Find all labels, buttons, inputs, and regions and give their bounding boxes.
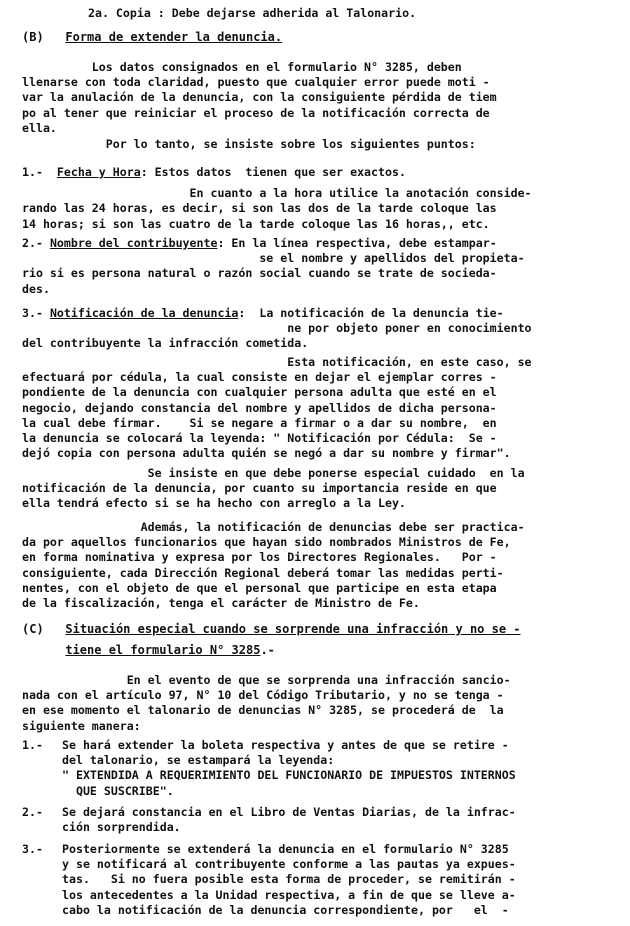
item-notificacion: 3.- Notificación de la denuncia: La notificación de la denuncia tie- ne por objeto poner en conocimiento del contribuyente la infracción cometida. <box>22 306 532 351</box>
item-number: 3.- <box>22 842 43 856</box>
item-number: 3.- <box>22 306 43 320</box>
item-number: 2.- <box>22 805 43 819</box>
points-intro: Por lo tanto, se insiste sobre los siguientes puntos: <box>22 137 476 151</box>
paragraph-cuidado: Se insiste en que debe ponerse especial cuidado en la notificación de la denuncia, por cuanto su importancia reside en que ella tendrá efecto si se ha hecho con arreglo a la Ley. <box>22 466 525 511</box>
section-b-label: (B) <box>22 30 44 44</box>
copy-note: 2a. Copia : Debe dejarse adherida al Talonario. <box>88 6 417 20</box>
item-number: 2.- <box>22 236 43 250</box>
section-b-heading <box>22 30 610 45</box>
item-number: 1.- <box>22 165 43 179</box>
paragraph-cedula: Esta notificación, en este caso, se efectuará por cédula, la cual consiste en dejar el ejemplar corres - pondiente de la denuncia con cualquier persona adulta que esté en el negocio, dejando constancia del nombre y apellidos de dicha persona- la cual debe firmar. Si se negare a firmar o a dar su nombre, en la denuncia se colocará la leyenda: " Notificación por Cédula: Se - dejó copia con persona adulta quién se negó a dar su nombre y firmar". <box>22 355 532 461</box>
item-fecha-hora: 1.- Fecha y Hora: Estos datos tienen que ser exactos. En cuanto a la hora utilice la anotación conside- rando las 24 horas, es decir, si son las dos de la tarde coloque las 14 horas; si son las cuatro de la tarde coloque las 16 horas,, etc. <box>22 165 532 231</box>
document-page: 2a. Copia : Debe dejarse adherida al Talonario. (B) Forma de extender la denuncia. Los datos consignados en el formulario N° 3285, deben llenarse con toda claridad, puesto que cualquier error puede moti - var la anulación de la denuncia, con la consiguiente pérdida de tiem po al tener que reiniciar el proceso de la notificación correcta de ella. Por lo tanto, se insiste sobre los siguientes puntos: 1.- Fecha y Hora: Estos datos tienen que ser exactos. En cuanto a la hora utilice la anotación conside- rando las 24 horas, es decir, si son las dos de la tarde coloque las 14 horas; si son las cuatro de la tarde coloque las 16 horas,, etc. 2.- Nombre del contribuyente: En la línea respectiva, debe estampar- se el nombre y apellidos del propieta- rio si es persona natural o razón social cuando se trate de socieda- des. 3.- Notificación de la denuncia: La notificación de la denuncia tie- ne por objeto poner en conocimiento del contribuyente la infracción cometida. Esta notificación, en este caso, se efectuará por cédula, la cual consiste en dejar el ejemplar corres - pondiente de la denuncia con cualquier persona adulta que esté en el negocio, dejando constancia del nombre y apellidos de dicha persona- la cual debe firmar. Si se negare a firmar o a dar su nombre, en la denuncia se colocará la leyenda: " Notificación por Cédula: Se - dejó copia con persona adulta quién se negó a dar su nombre y firmar". Se insiste en que debe ponerse especial cuidado en la notificación de la denuncia, por cuanto su importancia reside en que ella tendrá efecto si se ha hecho con arreglo a la Ley. Además, la notificación de denuncias debe ser practica- da por aquellos funcionarios que hayan sido nombrados Ministros de Fe, en forma nominativa y expresa por los Directores Regionales. Por - consiguiente, cada Dirección Regional deberá tomar las medidas perti- nentes, con el objeto de que el personal que participe en esta etapa de la fiscalización, tenga el carácter de Ministro de Fe. (C) Situación especial cuando se sorprende una infracción y no se - tiene el formulario N° 3285.- En el evento de que se sorprenda una infracción sancio- nada con el artículo 97, N° 10 del Código Tributario, y no se tenga - en ese momento el talonario de denuncias N° 3285, se procederá de la siguiente manera: 1.- Se hará extender la boleta respectiva y antes de que se retire - del talonario, se estampará la leyenda: " EXTENDIDA A REQUERIMIENTO DEL FUNCIONARIO DE IMPUESTOS INTERNOS QUE SUSCRIBE". 2.- Se dejará constancia en el Libro de Ventas Diarias, de la infrac- ción sorprendida. 3.- Posteriormente se extenderá la denuncia en el formulario N° 3285 y se notificará al contribuyente conforme a las pautas ya expues- tas. Si no fuera posible esta forma de proceder, se remitirán - los antecedentes a la Unidad respectiva, a fin de que se lleve a- cabo la notificación de la denuncia correspondiente, por el - <box>0 0 630 926</box>
item-number: 1.- <box>22 738 43 752</box>
item-title: Fecha y Hora <box>56 165 141 179</box>
section-c-label: (C) <box>22 622 44 636</box>
section-c-title-line2: tiene el formulario N° 3285 <box>65 643 261 658</box>
section-c-heading: (C) Situación especial cuando se sorprende una infracción y no se - tiene el formulario N° 3285.- <box>22 622 521 658</box>
item-title: Notificación de la denuncia <box>49 306 239 320</box>
section-c-intro: En el evento de que se sorprenda una infracción sancio- nada con el artículo 97, N° 10 del Código Tributario, y no se tenga - en ese momento el talonario de denuncias N° 3285, se procederá de la siguiente manera: <box>22 673 511 733</box>
item-nombre-contribuyente: 2.- Nombre del contribuyente: En la línea respectiva, debe estampar- se el nombre y apellidos del propieta- rio si es persona natural o razón social cuando se trate de socieda- des. <box>22 236 525 296</box>
section-c-title-line1: Situación especial cuando se sorprende una infracción y no se - <box>65 622 521 636</box>
section-b-intro: Los datos consignados en el formulario N° 3285, deben llenarse con toda claridad, puesto que cualquier error puede moti - var la anulación de la denuncia, con la consiguiente pérdida de tiem po al tener que reiniciar el proceso de la notificación correcta de ella. <box>22 60 497 135</box>
item-title: Nombre del contribuyente <box>49 236 218 250</box>
section-b-title: Forma de extender la denuncia. <box>65 30 283 44</box>
paragraph-ministros: Además, la notificación de denuncias debe ser practica- da por aquellos funcionarios que hayan sido nombrados Ministros de Fe, en forma nominativa y expresa por los Directores Regionales. Por - consiguiente, cada Dirección Regional deberá tomar las medidas perti- nentes, con el objeto de que el personal que participe en esta etapa de la fiscalización, tenga el carácter de Ministro de Fe. <box>22 520 525 611</box>
